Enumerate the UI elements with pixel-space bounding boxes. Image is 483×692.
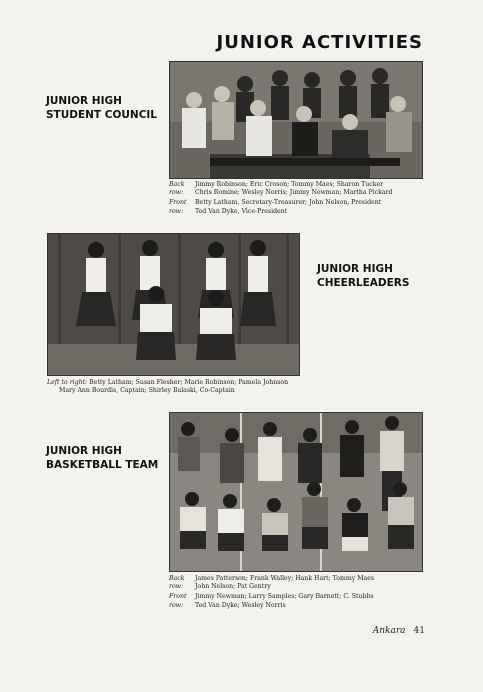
page-title: JUNIOR ACTIVITIES [216, 32, 423, 53]
basketball-photo [169, 412, 423, 572]
basketball-back-line1: James Patterson; Frank Walley; Hank Hart; Tommy Maes [195, 575, 375, 582]
council-front-line2: Ted Van Dyke, Vice-President [195, 207, 288, 215]
cheer-heading-line1: JUNIOR HIGH [317, 263, 393, 275]
council-heading-line1: JUNIOR HIGH [46, 95, 122, 107]
basketball-back-line2: John Nelson; Pat Gentry [195, 583, 271, 591]
council-photo-illustration [170, 62, 422, 178]
cheer-caption-line2: Mary Ann Bourdis, Captain; Shirley Balaski, Co-Captain [59, 387, 235, 395]
yearbook-name: Ankara [372, 626, 406, 636]
cheer-photo [47, 233, 300, 376]
basketball-front-row [169, 593, 374, 609]
basketball-back-row [169, 575, 374, 591]
council-heading [46, 94, 157, 122]
cheer-caption-names1: Betty Latham; Susan Flesher; Marie Robinson; Pamela Johnson [89, 379, 289, 386]
council-caption [169, 181, 392, 216]
basketball-heading-line2: BASKETBALL TEAM [46, 459, 159, 471]
cheer-caption [47, 379, 288, 395]
cheer-heading-line2: CHEERLEADERS [317, 277, 410, 289]
basketball-back-label: Back row: [169, 575, 185, 591]
basketball-front-line2: Ted Van Dyke; Wesley Norris [195, 601, 286, 609]
page-footer [373, 626, 425, 636]
cheer-caption-line1 [47, 379, 288, 387]
council-back-label: Back row: [169, 181, 185, 197]
council-front-label: Front row: [169, 199, 187, 215]
basketball-photo-illustration [170, 413, 422, 571]
page-number: 41 [413, 626, 425, 636]
basketball-heading [46, 444, 158, 472]
council-back-line1: Jimmy Robinson; Eric Croson; Tommy Maes; Sharon Tucker [195, 181, 384, 188]
council-photo [169, 61, 423, 179]
basketball-caption [169, 575, 374, 610]
council-front-line1: Betty Latham, Secretary-Treasurer; John Nelson, President [195, 199, 382, 207]
basketball-heading-line1: JUNIOR HIGH [46, 445, 122, 457]
basketball-front-line1: Jimmy Newman; Larry Samples; Gary Barnett; C. Stubbs [195, 593, 374, 601]
council-back-line2: Chris Romine; Wesley Norris; Jimmy Newman; Martha Pickard [195, 189, 393, 197]
cheer-photo-illustration [48, 234, 299, 375]
basketball-front-label: Front row: [169, 593, 187, 609]
cheer-caption-label: Left to right: [47, 379, 88, 386]
cheer-heading [317, 262, 409, 290]
council-back-row [169, 181, 392, 197]
council-front-row [169, 199, 392, 215]
council-heading-line2: STUDENT COUNCIL [46, 109, 157, 121]
